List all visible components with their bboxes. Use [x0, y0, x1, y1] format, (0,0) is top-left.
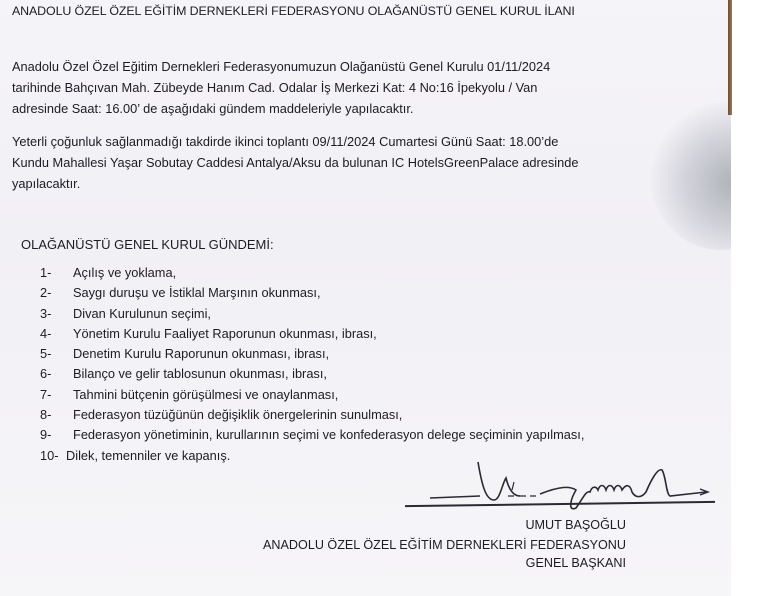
agenda-item-number: 1-	[40, 265, 52, 280]
agenda-list	[40, 265, 584, 468]
agenda-item-number: 3-	[40, 305, 52, 321]
agenda-item	[40, 387, 584, 407]
signature-scribble-icon	[420, 456, 720, 516]
agenda-item-number: 6-	[40, 366, 52, 382]
agenda-item-number: 7-	[40, 386, 52, 402]
agenda-item-text: Dilek, temenniler ve kapanış.	[66, 447, 231, 463]
paragraph-2-line-2: Kundu Mahallesi Yaşar Sobutay Caddesi Antalya/Aksu da bulunan IC HotelsGreenPalace adresinde	[12, 155, 579, 170]
agenda-item	[40, 427, 584, 447]
paper-edge	[728, 0, 732, 115]
agenda-item	[40, 285, 584, 305]
photo-shadow	[650, 100, 731, 250]
paragraph-2-line-1: Yeterli çoğunluk sağlanmadığı takdirde ikinci toplantı 09/11/2024 Cumartesi Günü Saat: 18.00’de	[12, 134, 559, 149]
agenda-item	[40, 326, 584, 346]
signatory-role: GENEL BAŞKANI	[525, 556, 626, 570]
agenda-item	[40, 366, 584, 386]
agenda-item-text: Açılış ve yoklama,	[73, 265, 177, 280]
document-title: ANADOLU ÖZEL ÖZEL EĞİTİM DERNEKLERİ FEDERASYONU OLAĞANÜSTÜ GENEL KURUL İLANI	[12, 4, 575, 18]
agenda-item-number: 9-	[40, 427, 52, 443]
agenda-item-text: Federasyon tüzüğünün değişiklik önergelerinin sunulması,	[73, 407, 403, 423]
agenda-item-number: 5-	[40, 346, 52, 362]
agenda-item-text: Yönetim Kurulu Faaliyet Raporunun okunması, ibrası,	[73, 325, 377, 341]
paragraph-1-line-3: adresinde Saat: 16.00’ de aşağıdaki gündem maddeleriyle yapılacaktır.	[12, 101, 414, 116]
agenda-item	[40, 306, 584, 326]
agenda-item-text: Denetim Kurulu Raporunun okunması, ibrası,	[73, 346, 330, 362]
signatory-organization: ANADOLU ÖZEL ÖZEL EĞİTİM DERNEKLERİ FEDERASYONU	[263, 538, 626, 552]
agenda-item-text: Bilanço ve gelir tablosunun okunması, ibrası,	[73, 366, 327, 382]
agenda-item	[40, 265, 584, 285]
signatory-name: UMUT BAŞOĞLU	[525, 518, 626, 532]
agenda-item	[40, 407, 584, 427]
agenda-item	[40, 346, 584, 366]
agenda-item-number: 10-	[40, 447, 59, 463]
agenda-item-number: 8-	[40, 407, 52, 423]
agenda-item-number: 2-	[40, 285, 52, 301]
agenda-title: OLAĞANÜSTÜ GENEL KURUL GÜNDEMİ:	[21, 237, 274, 252]
paragraph-1-line-2: tarihinde Bahçıvan Mah. Zübeyde Hanım Cad. Odalar İş Merkezi Kat: 4 No:16 İpekyolu / Van	[12, 80, 538, 95]
agenda-item-number: 4-	[40, 325, 52, 341]
paragraph-1-line-1: Anadolu Özel Özel Eğitim Dernekleri Federasyonumuzun Olağanüstü Genel Kurulu 01/11/2024	[12, 59, 551, 74]
agenda-item-text: Tahmini bütçenin görüşülmesi ve onaylanması,	[73, 386, 339, 402]
agenda-item-text: Divan Kurulunun seçimi,	[73, 305, 211, 321]
agenda-item-text: Federasyon yönetiminin, kurullarının seçimi ve konfederasyon delege seçiminin yapılması,	[73, 427, 585, 443]
paragraph-2-line-3: yapılacaktır.	[12, 176, 81, 191]
agenda-item-text: Saygı duruşu ve İstiklal Marşının okunması,	[73, 285, 321, 301]
